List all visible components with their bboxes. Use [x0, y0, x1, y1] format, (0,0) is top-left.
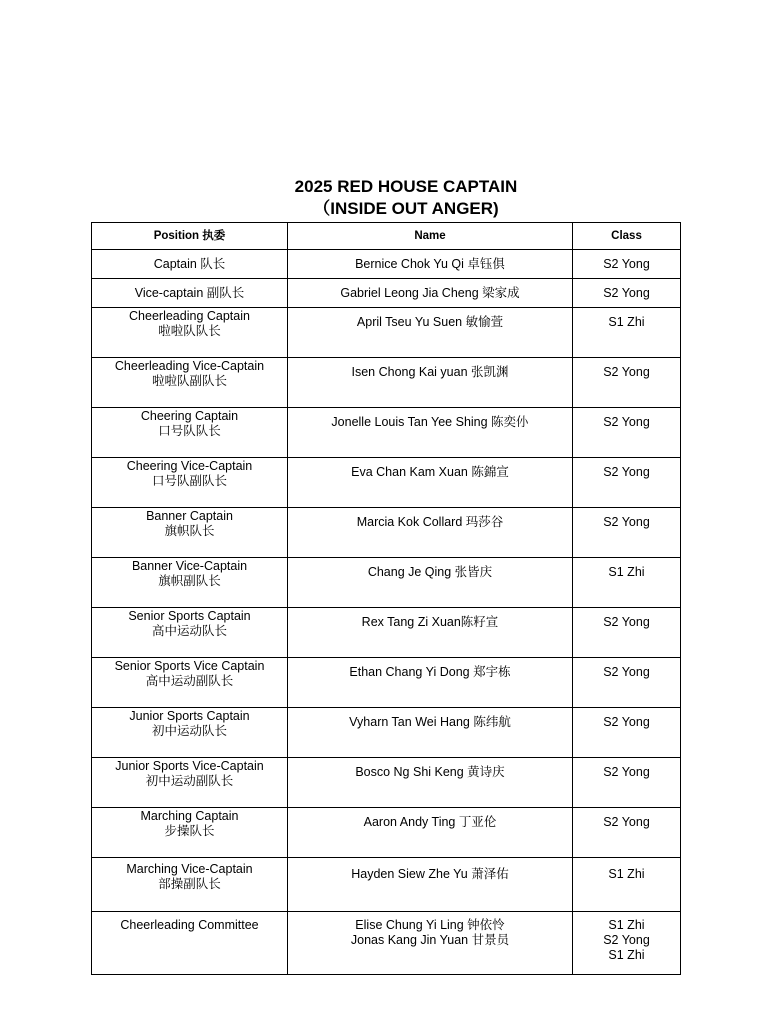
class-cell — [573, 279, 681, 308]
class-cell-text: S1 Zhi — [608, 918, 645, 932]
position-cell — [92, 758, 288, 808]
class-cell-text: S2 Yong — [603, 285, 650, 300]
name-cell-text: Bernice Chok Yu Qi 卓钰俱 — [355, 256, 505, 271]
table-row — [92, 358, 681, 408]
position-cell-text: 口号队队长 — [158, 424, 221, 438]
class-cell-text: S2 Yong — [603, 933, 650, 947]
name-cell — [288, 308, 573, 358]
position-cell — [92, 408, 288, 458]
class-cell-text: S2 Yong — [603, 415, 650, 429]
class-cell-text: S1 Zhi — [608, 948, 645, 962]
position-cell — [92, 808, 288, 858]
position-cell-text: Senior Sports Vice Captain — [114, 659, 265, 673]
position-cell — [92, 858, 288, 912]
class-cell — [573, 708, 681, 758]
position-cell-text: Cheering Vice-Captain — [126, 459, 253, 473]
class-cell — [573, 458, 681, 508]
class-cell — [573, 808, 681, 858]
name-cell-text: Hayden Siew Zhe Yu 萧泽佑 — [351, 867, 509, 881]
table-row — [92, 458, 681, 508]
position-cell — [92, 308, 288, 358]
class-cell-text: S1 Zhi — [608, 315, 645, 329]
class-cell-text: S2 Yong — [603, 665, 650, 679]
name-cell-text: Gabriel Leong Jia Cheng 梁家成 — [340, 285, 520, 300]
position-cell — [92, 508, 288, 558]
class-cell-text: S2 Yong — [603, 365, 650, 379]
class-cell — [573, 508, 681, 558]
position-cell-text: 部操副队长 — [158, 877, 221, 891]
class-cell — [573, 558, 681, 608]
position-cell — [92, 250, 288, 279]
name-cell-text: Jonas Kang Jin Yuan 甘景员 — [350, 933, 510, 947]
position-cell-text: Marching Captain — [140, 809, 239, 823]
position-cell-text: Vice-captain 副队长 — [134, 285, 245, 300]
position-cell — [92, 658, 288, 708]
class-cell-text: S1 Zhi — [608, 565, 645, 579]
position-cell-text: 旗帜副队长 — [158, 574, 221, 588]
position-cell-text: Junior Sports Captain — [129, 709, 250, 723]
class-cell — [573, 308, 681, 358]
position-cell-text: 啦啦队副队长 — [151, 374, 227, 388]
table-header-row — [92, 223, 681, 250]
position-cell-text: Marching Vice-Captain — [126, 862, 253, 876]
name-cell — [288, 708, 573, 758]
name-cell-text: Jonelle Louis Tan Yee Shing 陈奕仦 — [331, 415, 529, 429]
position-cell-text: 啦啦队队长 — [158, 324, 221, 338]
class-cell-text: S2 Yong — [603, 465, 650, 479]
table-row — [92, 708, 681, 758]
class-cell — [573, 658, 681, 708]
position-cell-text: 步操队长 — [164, 824, 215, 838]
name-cell-text: Elise Chung Yi Ling 钟依怜 — [355, 918, 505, 932]
class-cell — [573, 408, 681, 458]
title-line-1: 2025 RED HOUSE CAPTAIN — [294, 177, 518, 196]
table-row — [92, 308, 681, 358]
position-cell-text: 高中运动副队长 — [145, 674, 234, 688]
name-cell — [288, 279, 573, 308]
position-cell-text: Junior Sports Vice-Captain — [115, 759, 264, 773]
name-cell — [288, 912, 573, 975]
position-cell — [92, 458, 288, 508]
position-cell-text: Captain 队长 — [153, 256, 226, 271]
position-cell-text: 旗帜队长 — [164, 524, 215, 538]
position-cell-text: 高中运动队长 — [151, 624, 227, 638]
class-cell-text: S2 Yong — [603, 615, 650, 629]
position-cell — [92, 708, 288, 758]
position-cell-text: Cheerleading Captain — [129, 309, 250, 323]
position-cell — [92, 608, 288, 658]
name-cell-text: Bosco Ng Shi Keng 黄诗庆 — [355, 765, 505, 779]
table-row — [92, 508, 681, 558]
header-class: Class — [573, 223, 681, 250]
position-cell-text: 初中运动队长 — [151, 724, 227, 738]
table-row — [92, 858, 681, 912]
position-cell — [92, 358, 288, 408]
position-cell-text: Banner Captain — [146, 509, 233, 523]
class-cell-text: S2 Yong — [603, 256, 650, 271]
name-cell — [288, 808, 573, 858]
name-cell — [288, 758, 573, 808]
name-cell — [288, 658, 573, 708]
position-cell-text: Cheerleading Committee — [120, 918, 259, 932]
name-cell-text: Rex Tang Zi Xuan陈籽宣 — [361, 615, 499, 629]
name-cell-text: Vyharn Tan Wei Hang 陈纬航 — [349, 715, 511, 729]
header-name: Name — [288, 223, 573, 250]
class-cell — [573, 608, 681, 658]
class-cell-text: S2 Yong — [603, 715, 650, 729]
position-cell — [92, 912, 288, 975]
class-cell — [573, 358, 681, 408]
class-cell — [573, 912, 681, 975]
position-cell-text: Cheering Captain — [140, 409, 239, 423]
class-cell — [573, 250, 681, 279]
class-cell — [573, 758, 681, 808]
class-cell-text: S2 Yong — [603, 515, 650, 529]
position-cell-text: 初中运动副队长 — [145, 774, 234, 788]
header-position: Position 执委 — [92, 223, 288, 250]
name-cell-text: April Tseu Yu Suen 敏愉萱 — [356, 315, 504, 329]
position-cell-text: Banner Vice-Captain — [131, 559, 248, 573]
table-row — [92, 408, 681, 458]
name-cell — [288, 508, 573, 558]
table-row — [92, 608, 681, 658]
class-cell — [573, 858, 681, 912]
name-cell-text: Eva Chan Kam Xuan 陈錦宣 — [351, 465, 509, 479]
class-cell-text: S1 Zhi — [608, 867, 645, 881]
name-cell — [288, 858, 573, 912]
position-cell-text: Cheerleading Vice-Captain — [114, 359, 265, 373]
position-cell — [92, 279, 288, 308]
position-cell — [92, 558, 288, 608]
document-title — [0, 176, 768, 220]
captain-roster-table — [91, 222, 681, 975]
position-cell-text: 口号队副队长 — [151, 474, 227, 488]
name-cell — [288, 408, 573, 458]
table-body — [92, 250, 681, 975]
table-row — [92, 912, 681, 975]
title-line-2: （INSIDE OUT ANGER) — [313, 199, 499, 218]
name-cell — [288, 558, 573, 608]
class-cell-text: S2 Yong — [603, 765, 650, 779]
name-cell-text: Aaron Andy Ting 丁亚伦 — [363, 815, 497, 829]
table-row — [92, 250, 681, 279]
table-row — [92, 279, 681, 308]
table-row — [92, 558, 681, 608]
position-cell-text: Senior Sports Captain — [128, 609, 251, 623]
name-cell — [288, 458, 573, 508]
name-cell — [288, 608, 573, 658]
class-cell-text: S2 Yong — [603, 815, 650, 829]
name-cell — [288, 250, 573, 279]
table-row — [92, 758, 681, 808]
name-cell — [288, 358, 573, 408]
name-cell-text: Ethan Chang Yi Dong 郑宇栋 — [349, 665, 511, 679]
name-cell-text: Chang Je Qing 张皆庆 — [367, 565, 493, 579]
table-row — [92, 808, 681, 858]
name-cell-text: Isen Chong Kai yuan 张凯渊 — [351, 365, 509, 379]
table-row — [92, 658, 681, 708]
name-cell-text: Marcia Kok Collard 玛莎谷 — [356, 515, 504, 529]
